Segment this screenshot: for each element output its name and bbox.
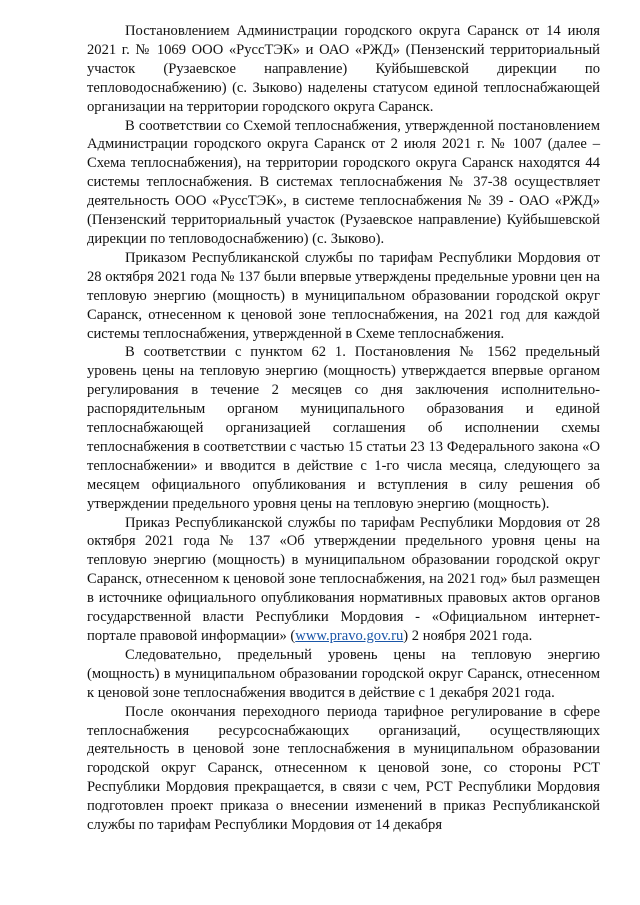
paragraph-5-text: Приказ Республиканской службы по тарифам Республики Мордовия от 28 октября 2021 года № 137 «Об утверждении предельного уровня цены на тепловую энергию (мощность) в муниципальном образовании городской округ Саранск, отнесенном к ценовой зоне теплоснабжения, на 2021 год» был размещен в источнике официального опубликования нормативных правовых актов органов государственной власти Республики Мордовия - «Официальном интернет-портале правовой информации» ( xyxy=(87,514,600,644)
document-page xyxy=(87,22,600,835)
paragraph-4: В соответствии с пунктом 62 1. Постановления № 1562 предельный уровень цены на тепловую энергию (мощность) утверждается впервые органом регулирования в течение 2 месяцев со дня заключения исполнительно-распорядительным органом муниципального образования и единой теплоснабжающей организацией соглашения об исполнении схемы теплоснабжения в соответствии с частью 15 статьи 23 13 Федерального закона «О теплоснабжении» и вводится в действие с 1-го числа месяца, следующего за месяцем официального опубликования и вступления в силу решения об утверждении предельного уровня цены на тепловую энергию (мощность). xyxy=(87,344,600,512)
paragraph-2: В соответствии со Схемой теплоснабжения, утвержденной постановлением Администрации городского округа Саранск от 2 июля 2021 г. № 1007 (далее – Схема теплоснабжения), на территории городского округа Саранск находятся 44 системы теплоснабжения. В системах теплоснабжения № 37-38 осуществляет деятельность ООО «РуссТЭК», в системе теплоснабжения № 39 - ОАО «РЖД» (Пензенский территориальный участок (Рузаевское направление) Куйбышевской дирекции по тепловодоснабжению) (с. Зыково). xyxy=(87,117,600,247)
paragraph-7: После окончания переходного периода тарифное регулирование в сфере теплоснабжения ресурсоснабжающих организаций, осуществляющих деятельность в ценовой зоне теплоснабжения в муниципальном образовании городской округ Саранск, отнесенном к ценовой зоне, со стороны РСТ Республики Мордовия прекращается, в связи с чем, РСТ Республики Мордовия подготовлен проект приказа о внесении изменений в приказ Республиканской службы по тарифам Республики Мордовия от 14 декабря xyxy=(87,703,600,834)
paragraph-1: Постановлением Администрации городского округа Саранск от 14 июля 2021 г. № 1069 ООО «РуссТЭК» и ОАО «РЖД» (Пензенский территориальный участок (Рузаевское направление) Куйбышевской дирекции по тепловодоснабжению) (с. Зыково) наделены статусом единой теплоснабжающей организации на территории городского округа Саранск. xyxy=(87,23,600,115)
paragraph-5 xyxy=(87,514,600,646)
paragraph-6: Следовательно, предельный уровень цены на тепловую энергию (мощность) в муниципальном образовании городской округ Саранск, отнесенном к ценовой зоне теплоснабжения вводится в действие с 1 декабря 2021 года. xyxy=(87,646,600,701)
paragraph-5-tail: ) 2 ноября 2021 года. xyxy=(403,628,533,644)
paragraph-3: Приказом Республиканской службы по тарифам Республики Мордовия от 28 октября 2021 года № 137 были впервые утверждены предельные уровни цен на тепловую энергию (мощность) в муниципальном образовании городской округ Саранск, отнесенном к ценовой зоне теплоснабжения, на 2021 год для каждой системы теплоснабжения, утвержденной в Схеме теплоснабжения. xyxy=(87,249,600,342)
pravo-link[interactable]: www.pravo.gov.ru xyxy=(295,628,404,644)
